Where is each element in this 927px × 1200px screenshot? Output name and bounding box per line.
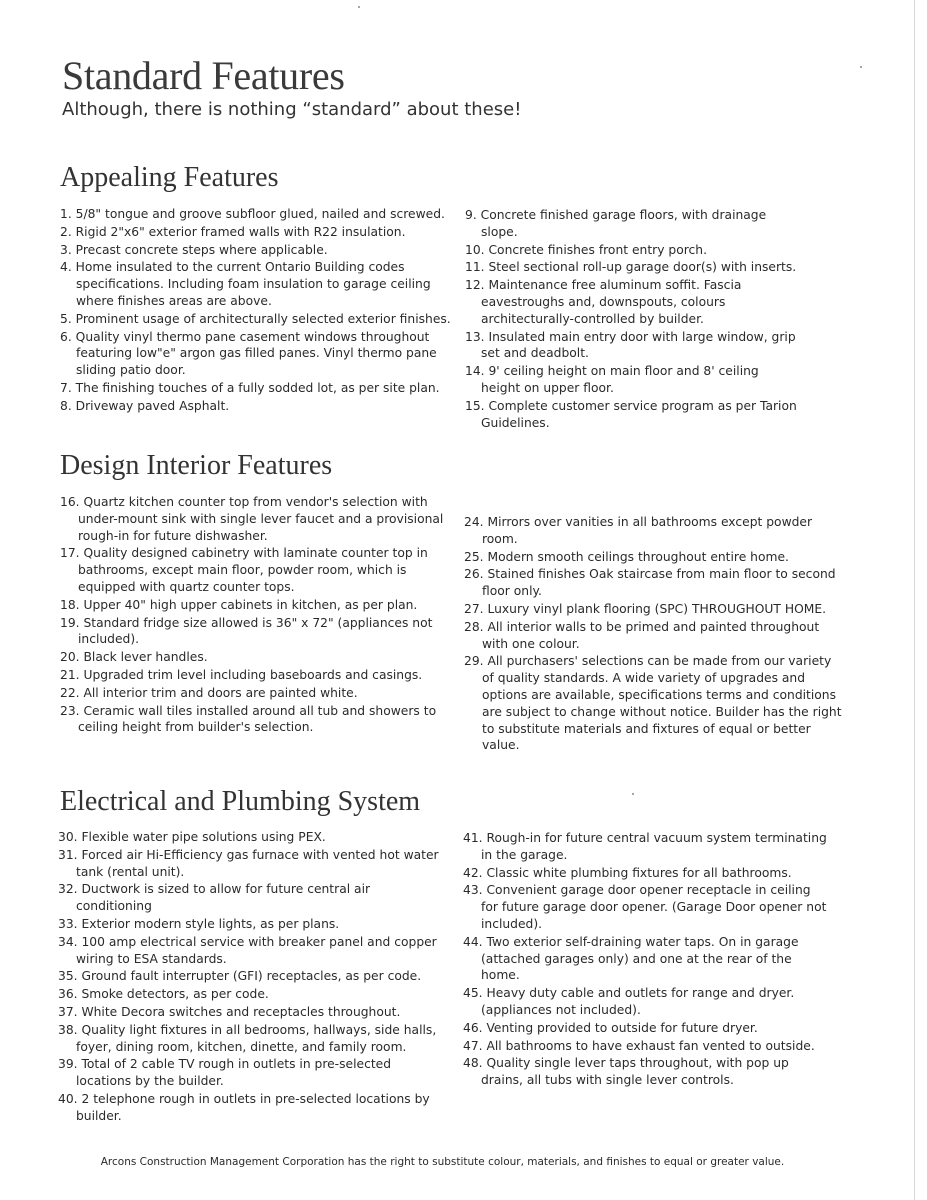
feature-item: 18. Upper 40" high upper cabinets in kitchen, as per plan. — [60, 597, 418, 612]
feature-item: 21. Upgraded trim level including baseboards and casings. — [60, 667, 423, 682]
feature-item: 3. Precast concrete steps where applicable. — [60, 242, 328, 257]
appealing-features-left-list — [60, 206, 455, 416]
feature-item: 13. Insulated main entry door with large window, grip set and deadbolt. — [465, 329, 796, 361]
feature-item: 24. Mirrors over vanities in all bathrooms except powder room. — [464, 515, 813, 546]
section-title-appealing: Appealing Features — [60, 162, 279, 193]
page-title: Standard Features — [62, 53, 345, 98]
feature-item: 22. All interior trim and doors are painted white. — [60, 685, 358, 700]
feature-item: 6. Quality vinyl thermo pane casement windows throughout featuring low"e" argon gas filled panes. Vinyl thermo pane sliding patio door. — [60, 329, 437, 378]
scan-speck — [632, 793, 634, 795]
section-title-electrical: Electrical and Plumbing System — [60, 786, 421, 817]
feature-item: 33. Exterior modern style lights, as per plans. — [58, 916, 340, 931]
feature-item: 38. Quality light fixtures in all bedrooms, hallways, side halls, foyer, dining room, kitchen, dinette, and family room. — [58, 1022, 437, 1054]
feature-item: 15. Complete customer service program as per Tarion Guidelines. — [465, 398, 797, 430]
scan-speck — [860, 66, 862, 68]
appealing-features-right-list — [465, 207, 800, 432]
scan-speck — [358, 6, 360, 8]
feature-item: 25. Modern smooth ceilings throughout entire home. — [464, 549, 789, 564]
feature-item: 27. Luxury vinyl plank flooring (SPC) THROUGHOUT HOME. — [464, 601, 827, 616]
interior-features-right-list — [464, 514, 844, 755]
feature-item: 7. The finishing touches of a fully sodded lot, as per site plan. — [60, 380, 440, 395]
feature-item: 37. White Decora switches and receptacles throughout. — [58, 1004, 401, 1019]
feature-item: 43. Convenient garage door opener receptacle in ceiling for future garage door opener. (Garage Door opener not included). — [463, 883, 827, 931]
feature-item: 9. Concrete finished garage floors, with drainage slope. — [465, 208, 767, 239]
feature-item: 29. All purchasers' selections can be made from our variety of quality standards. A wide variety of upgrades and options are available, specifications terms and conditions are subject to change without notice. Builder has the right to substitute materials and fixtures of equal or better value. — [464, 654, 842, 753]
feature-item: 20. Black lever handles. — [60, 650, 208, 665]
feature-item: 5. Prominent usage of architecturally selected exterior finishes. — [60, 311, 451, 326]
feature-item: 36. Smoke detectors, as per code. — [58, 987, 269, 1002]
feature-item: 30. Flexible water pipe solutions using PEX. — [58, 830, 326, 844]
feature-item: 10. Concrete finishes front entry porch. — [465, 242, 707, 257]
feature-item: 46. Venting provided to outside for future dryer. — [463, 1020, 758, 1035]
feature-item: 23. Ceramic wall tiles installed around all tub and showers to ceiling height from builder's selection. — [60, 703, 437, 735]
feature-item: 44. Two exterior self-draining water taps. On in garage (attached garages only) and one at the rear of the home. — [463, 934, 799, 983]
feature-item: 2. Rigid 2"x6" exterior framed walls with R22 insulation. — [60, 224, 406, 239]
feature-item: 39. Total of 2 cable TV rough in outlets in pre-selected locations by the builder. — [58, 1057, 392, 1089]
feature-item: 48. Quality single lever taps throughout, with pop up drains, all tubs with single lever controls. — [463, 1056, 789, 1088]
feature-item: 34. 100 amp electrical service with breaker panel and copper wiring to ESA standards. — [58, 934, 437, 966]
scan-edge-line — [914, 0, 915, 1200]
feature-item: 35. Ground fault interrupter (GFI) receptacles, as per code. — [58, 969, 422, 984]
electrical-features-right-list — [463, 830, 831, 1090]
feature-item: 16. Quartz kitchen counter top from vendor's selection with under-mount sink with single lever faucet and a provisional rough-in for future dishwasher. — [60, 495, 444, 543]
feature-item: 11. Steel sectional roll-up garage door(s) with inserts. — [465, 260, 797, 275]
interior-features-left-list — [60, 494, 445, 737]
feature-item: 31. Forced air Hi-Efficiency gas furnace with vented hot water tank (rental unit). — [58, 847, 439, 879]
feature-item: 40. 2 telephone rough in outlets in pre-selected locations by builder. — [58, 1091, 430, 1123]
feature-item: 17. Quality designed cabinetry with laminate counter top in bathrooms, except main floor, powder room, which is equipped with quartz counter tops. — [60, 546, 428, 594]
page-subtitle: Although, there is nothing “standard” about these! — [62, 99, 522, 120]
feature-item: 4. Home insulated to the current Ontario Building codes specifications. Including foam insulation to garage ceiling where finishes areas are above. — [60, 260, 431, 308]
feature-item: 42. Classic white plumbing fixtures for all bathrooms. — [463, 865, 792, 880]
feature-item: 8. Driveway paved Asphalt. — [60, 398, 230, 413]
feature-item: 26. Stained finishes Oak staircase from main floor to second floor only. — [464, 567, 836, 599]
feature-item: 19. Standard fridge size allowed is 36" x 72" (appliances not included). — [60, 615, 433, 647]
footer-disclaimer: Arcons Construction Management Corporation has the right to substitute colour, materials, and finishes to equal or greater value. — [100, 1156, 785, 1168]
electrical-features-left-list — [58, 829, 443, 1126]
feature-item: 14. 9' ceiling height on main floor and 8' ceiling height on upper floor. — [465, 364, 759, 395]
feature-item: 41. Rough-in for future central vacuum system terminating in the garage. — [463, 831, 827, 862]
feature-item: 32. Ductwork is sized to allow for future central air conditioning — [58, 882, 371, 914]
section-title-interior: Design Interior Features — [60, 450, 333, 481]
feature-item: 28. All interior walls to be primed and painted throughout with one colour. — [464, 619, 820, 651]
feature-item: 12. Maintenance free aluminum soffit. Fascia eavestroughs and, downspouts, colours architecturally-controlled by builder. — [465, 278, 742, 326]
feature-item: 47. All bathrooms to have exhaust fan vented to outside. — [463, 1038, 815, 1053]
feature-item: 1. 5/8" tongue and groove subfloor glued, nailed and screwed. — [60, 207, 445, 221]
feature-item: 45. Heavy duty cable and outlets for range and dryer. (appliances not included). — [463, 986, 795, 1017]
